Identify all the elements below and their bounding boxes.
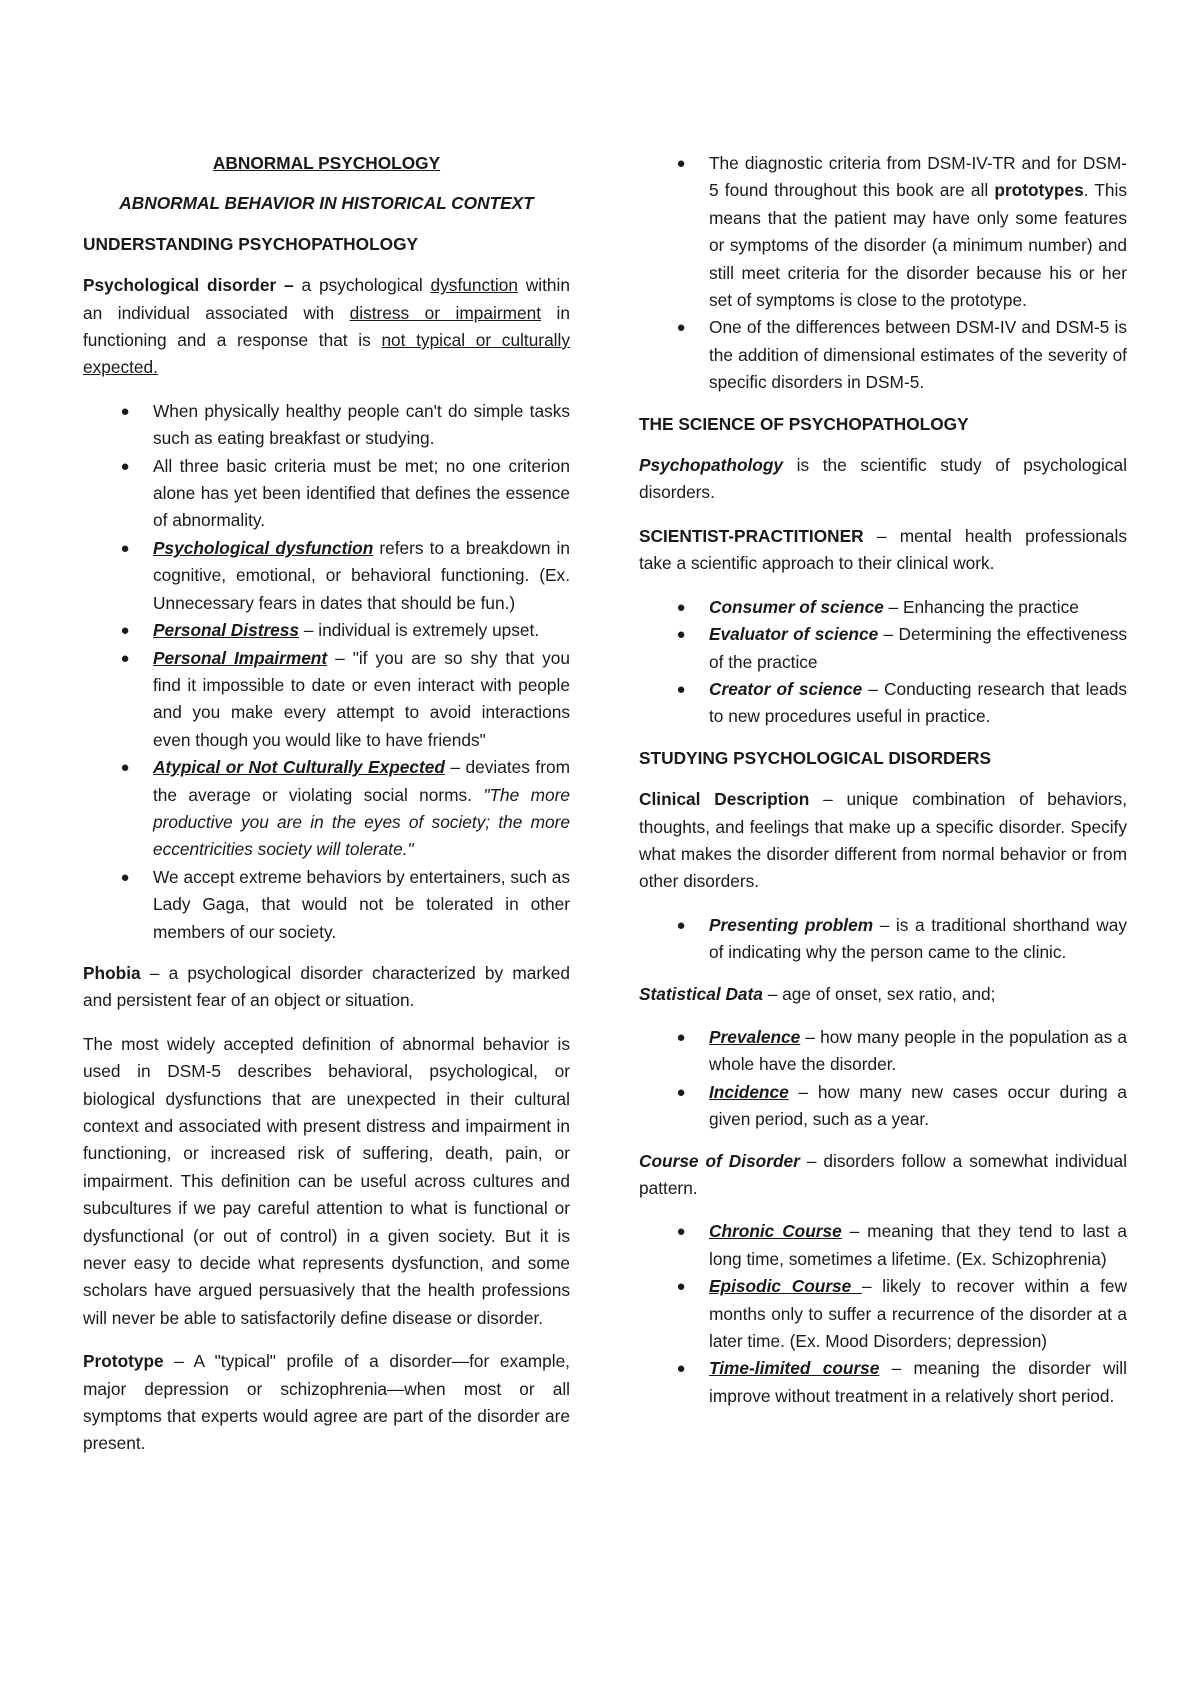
term-prevalence: Prevalence [709, 1026, 801, 1047]
definition-text: is the scientific study of psychological disorders. [639, 455, 1127, 503]
list-item [120, 645, 570, 755]
list-item [120, 398, 570, 453]
list-item [676, 912, 1127, 967]
bullet-text: One of the differences between DSM-IV and DSM-5 is the addition of dimensional estimates of the severity of specific disorders in DSM-5. [709, 317, 1127, 393]
psychological-disorder-definition [83, 272, 570, 382]
section-heading-studying: STUDYING PSYCHOLOGICAL DISORDERS [639, 747, 992, 768]
bullet-text: refers to a breakdown in cognitive, emotional, or behavioral functioning. (Ex. Unnecessary fears in dates that should be fun.) [153, 537, 570, 613]
list-item [676, 1273, 1127, 1355]
bullet-text: – is a traditional shorthand way of indicating why the person came to the clinic. [709, 914, 1127, 963]
term-scientist-practitioner: SCIENTIST-PRACTITIONER [639, 525, 864, 546]
list-item [120, 864, 570, 946]
definition-text: a psychological [301, 275, 431, 296]
prototype-definition [83, 1348, 570, 1458]
psychopathology-definition [639, 452, 1127, 507]
list-item [676, 1218, 1127, 1273]
underlined-dysfunction: dysfunction [430, 275, 518, 296]
underlined-distress: distress or impairment [349, 302, 542, 323]
statistics-list [639, 1024, 1127, 1134]
criteria-bullet-list [83, 398, 570, 946]
bullet-icon: ● [120, 622, 130, 640]
underlined-not-typical: not typical or culturally expected. [83, 330, 570, 378]
list-item [676, 314, 1127, 396]
definition-text: – unique combination of behaviors, thoughts, and feelings that make up a specific disorder. Specify what makes the disorder different from normal behavior or from other disorders. [639, 789, 1127, 892]
term-personal-impairment: Personal Impairment [153, 647, 328, 668]
bullet-text: – meaning that they tend to last a long time, sometimes a lifetime. (Ex. Schizophrenia) [709, 1221, 1127, 1269]
term-psychological-disorder: Psychological disorder – [83, 275, 302, 296]
bullet-text: – individual is extremely upset. [299, 620, 540, 641]
bullet-icon: ● [120, 649, 130, 667]
bullet-text: – Determining the effectiveness of the practice [709, 624, 1127, 672]
bullet-text: . This means that the patient may have only some features or symptoms of the disorder (a minimum number) and still meet criteria for the disorder because his or her set of symptoms is close to the prototype. [709, 180, 1128, 311]
list-item [120, 535, 570, 617]
bullet-text: – Conducting research that leads to new procedures useful in practice. [709, 678, 1128, 727]
list-item [120, 754, 570, 864]
bullet-text: – how many new cases occur during a given period, such as a year. [709, 1081, 1127, 1130]
definition-text: in functioning and a response that is [83, 302, 570, 351]
term-prototype: Prototype [83, 1351, 164, 1372]
bullet-text: – deviates from the average or violating social norms. [153, 757, 570, 805]
bullet-icon: ● [120, 868, 130, 886]
term-atypical: Atypical or Not Culturally Expected [153, 757, 445, 778]
course-of-disorder-definition [639, 1148, 1127, 1203]
list-item [676, 621, 1127, 676]
bullet-text: All three basic criteria must be met; no one criterion alone has yet been identified that defines the essence of abnormality. [153, 455, 570, 531]
course-types-list [639, 1218, 1127, 1410]
bullet-text: – how many people in the population as a whole have the disorder. [709, 1026, 1127, 1075]
term-consumer: Consumer of science [709, 596, 884, 617]
term-creator: Creator of science [709, 678, 863, 699]
definition-text: – a psychological disorder characterized by marked and persistent fear of an object or situation. [83, 962, 570, 1011]
bullet-icon: ● [120, 402, 130, 420]
bullet-icon: ● [120, 539, 130, 557]
section-heading-understanding: UNDERSTANDING PSYCHOPATHOLOGY [83, 233, 419, 254]
document-title: ABNORMAL PSYCHOLOGY [212, 153, 441, 173]
bullet-text: – Enhancing the practice [883, 596, 1079, 617]
bullet-icon: ● [676, 1028, 686, 1046]
term-presenting-problem: Presenting problem [709, 914, 874, 935]
definition-text: – disorders follow a somewhat individual pattern. [639, 1150, 1127, 1198]
term-evaluator: Evaluator of science [709, 624, 879, 645]
list-item [676, 150, 1128, 314]
list-item [120, 617, 570, 644]
term-course-of-disorder: Course of Disorder [639, 1150, 800, 1171]
bullet-icon: ● [676, 1083, 686, 1101]
scientist-practitioner-definition [639, 523, 1127, 578]
list-item [676, 676, 1128, 731]
term-episodic-course: Episodic Course [709, 1276, 862, 1297]
left-column [83, 150, 570, 1474]
bullet-icon: ● [676, 680, 686, 698]
bullet-text: – "if you are so shy that you find it impossible to date or even interact with people and you make every attempt to avoid interactions even though you would like to have friends" [153, 647, 570, 750]
bullet-text: – likely to recover within a few months only to suffer a recurrence of the disorder at a later time. (Ex. Mood Disorders; depression) [709, 1276, 1127, 1352]
bullet-icon: ● [676, 319, 686, 337]
bullet-icon: ● [120, 457, 130, 475]
bullet-text: The diagnostic criteria from DSM-IV-TR and for DSM-5 found throughout this book are all [709, 153, 1127, 201]
abnormal-behavior-definition: The most widely accepted definition of abnormal behavior is used in DSM-5 describes behavioral, psychological, or biological dysfunctions that are unexpected in their cultural context and associated with present distress and impairment in functioning, or increased risk of suffering, death, pain, or impairment. This definition can be useful across cultures and subcultures if we pay careful attention to what is functional or dysfunctional (or out of control) in a given society. But it is never easy to decide what represents dysfunction, and some scholars have argued persuasively that the health professions will never be able to satisfactorily define disease or disorder. [83, 1033, 570, 1328]
term-chronic-course: Chronic Course [709, 1221, 842, 1242]
bullet-icon: ● [676, 1223, 686, 1241]
term-personal-distress: Personal Distress [153, 620, 300, 641]
right-column [639, 150, 1127, 1424]
term-phobia: Phobia [83, 962, 141, 983]
bullet-icon: ● [120, 759, 130, 777]
term-clinical-description: Clinical Description [639, 789, 810, 810]
bullet-text: We accept extreme behaviors by entertainers, such as Lady Gaga, that would not be tolerated in other members of our society. [153, 866, 570, 942]
bullet-icon: ● [676, 916, 686, 934]
bullet-icon: ● [676, 1360, 686, 1378]
presenting-problem-list [639, 912, 1127, 967]
definition-text: – mental health professionals take a scientific approach to their clinical work. [639, 525, 1127, 574]
list-item [676, 594, 1127, 621]
bullet-text: – meaning the disorder will improve without treatment in a relatively short period. [709, 1358, 1127, 1406]
phobia-definition [83, 960, 570, 1015]
term-time-limited-course: Time-limited course [709, 1358, 880, 1379]
term-statistical-data: Statistical Data [639, 983, 763, 1004]
term-psychopathology: Psychopathology [639, 455, 784, 476]
bullet-quote: "The more productive you are in the eyes of society; the more eccentricities society will tolerate." [153, 784, 570, 860]
term-psychological-dysfunction: Psychological dysfunction [153, 537, 374, 558]
list-item [676, 1024, 1127, 1079]
term-prototypes: prototypes [994, 180, 1084, 201]
bullet-icon: ● [676, 155, 686, 172]
prototype-bullet-list [639, 150, 1127, 397]
bullet-text: When physically healthy people can't do simple tasks such as eating breakfast or studying. [153, 400, 570, 449]
definition-text: within an individual associated with [83, 275, 570, 323]
science-roles-list [639, 594, 1127, 731]
definition-text: – A "typical" profile of a disorder—for example, major depression or schizophrenia—when most or all symptoms that experts would agree are part of the disorder are present. [83, 1351, 570, 1454]
term-incidence: Incidence [709, 1081, 789, 1102]
bullet-icon: ● [676, 598, 686, 616]
list-item [676, 1079, 1127, 1134]
bullet-icon: ● [676, 626, 686, 644]
list-item [120, 453, 570, 535]
statistical-data-definition [639, 981, 1127, 1008]
document-subtitle: ABNORMAL BEHAVIOR IN HISTORICAL CONTEXT [119, 193, 534, 214]
section-heading-science: THE SCIENCE OF PSYCHOPATHOLOGY [639, 413, 969, 434]
definition-text: – age of onset, sex ratio, and; [762, 983, 996, 1004]
bullet-icon: ● [676, 1278, 686, 1296]
list-item [676, 1355, 1127, 1410]
clinical-description-definition [639, 786, 1127, 896]
